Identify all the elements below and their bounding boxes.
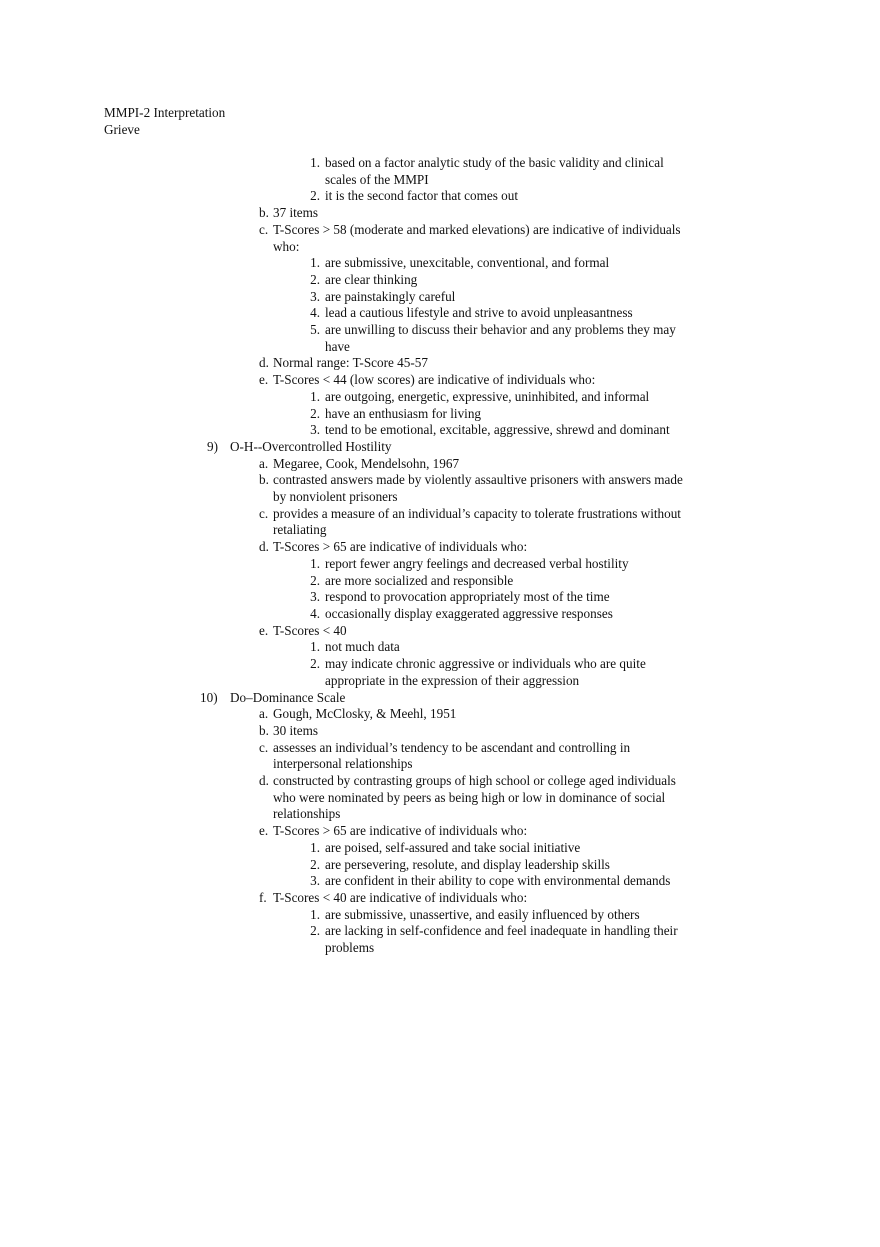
outline-item-marker: 2.	[310, 271, 320, 287]
outline-item	[0, 422, 880, 439]
outline-item-marker: 1.	[310, 155, 320, 170]
outline-item-marker: d.	[259, 773, 269, 789]
outline-item-text: are submissive, unassertive, and easily influenced by others	[325, 906, 640, 922]
outline-item	[0, 355, 880, 372]
outline-item	[0, 873, 880, 890]
outline-item-marker: c.	[259, 505, 269, 521]
outline-item	[0, 472, 880, 505]
outline-item	[0, 406, 880, 423]
outline-item	[0, 539, 880, 556]
outline-item-marker: c.	[259, 221, 269, 237]
outline-item	[0, 506, 880, 539]
outline-item-text: T-Scores < 40 are indicative of individuals who:	[273, 889, 528, 905]
outline-item	[0, 606, 880, 623]
outline-body	[0, 155, 880, 957]
outline-item-marker: 2.	[310, 656, 320, 672]
outline-item-marker: d.	[259, 539, 269, 555]
outline-item-text: are clear thinking	[325, 271, 418, 287]
outline-item-text: are confident in their ability to cope with environmental demands	[325, 873, 671, 889]
outline-item-marker: 3.	[310, 589, 320, 605]
outline-item-text: occasionally display exaggerated aggressive responses	[325, 605, 613, 621]
outline-item-text: 37 items	[273, 205, 319, 221]
outline-item	[0, 823, 880, 840]
outline-item-marker: a.	[259, 706, 269, 722]
outline-item-text: respond to provocation appropriately most of the time	[325, 589, 610, 605]
outline-item-text: contrasted answers made by violently assaultive prisoners with answers made by nonviolent prisoners	[273, 472, 683, 505]
outline-item	[0, 740, 880, 773]
outline-item-text: not much data	[325, 639, 400, 655]
outline-item-marker: 5.	[310, 322, 320, 338]
outline-item-marker: 9)	[207, 438, 218, 454]
outline-item-text: are lacking in self-confidence and feel inadequate in handling their problems	[325, 923, 678, 956]
outline-item	[0, 639, 880, 656]
document-author: Grieve	[104, 121, 140, 137]
outline-item	[0, 573, 880, 590]
outline-item-marker: 1.	[310, 639, 320, 655]
outline-item-text: 30 items	[273, 722, 319, 738]
outline-item-text: based on a factor analytic study of the basic validity and clinical scales of the MMPI	[325, 155, 664, 187]
outline-item-text: are poised, self-assured and take social initiative	[325, 839, 581, 855]
outline-item	[0, 205, 880, 222]
outline-item-marker: c.	[259, 739, 269, 755]
outline-item-marker: 1.	[310, 906, 320, 922]
outline-item-text: are outgoing, energetic, expressive, uninhibited, and informal	[325, 388, 650, 404]
outline-item-text: constructed by contrasting groups of high school or college aged individuals who were nominated by peers as being high or low in dominance of social relationships	[273, 773, 676, 822]
outline-item	[0, 690, 880, 707]
outline-item-marker: 2.	[310, 405, 320, 421]
outline-item	[0, 289, 880, 306]
outline-item-marker: 4.	[310, 605, 320, 621]
outline-item-text: are painstakingly careful	[325, 288, 456, 304]
outline-item	[0, 723, 880, 740]
outline-item	[0, 155, 880, 188]
outline-item-text: T-Scores > 58 (moderate and marked elevations) are indicative of individuals who:	[273, 221, 681, 254]
outline-item-marker: 1.	[310, 555, 320, 571]
outline-item	[0, 923, 880, 956]
outline-item-text: Megaree, Cook, Mendelsohn, 1967	[273, 455, 460, 471]
outline-item-marker: 4.	[310, 305, 320, 321]
outline-item-marker: 2.	[310, 188, 320, 204]
outline-item-marker: 10)	[200, 689, 218, 705]
outline-item-marker: 2.	[310, 923, 320, 939]
outline-item	[0, 272, 880, 289]
outline-item	[0, 372, 880, 389]
outline-item-marker: 1.	[310, 388, 320, 404]
outline-item-text: T-Scores < 40	[273, 622, 347, 638]
outline-item-text: O-H--Overcontrolled Hostility	[230, 438, 392, 454]
page-header	[104, 105, 225, 138]
outline-item-marker: e.	[259, 823, 269, 839]
outline-item	[0, 389, 880, 406]
outline-item-text: T-Scores > 65 are indicative of individuals who:	[273, 823, 528, 839]
outline-item-marker: f.	[259, 889, 267, 905]
outline-item	[0, 255, 880, 272]
outline-item	[0, 439, 880, 456]
outline-item-marker: 3.	[310, 873, 320, 889]
outline-item	[0, 773, 880, 823]
outline-item-text: are unwilling to discuss their behavior and any problems they may have	[325, 322, 676, 354]
outline-item-marker: 3.	[310, 422, 320, 438]
outline-item	[0, 623, 880, 640]
outline-item	[0, 907, 880, 924]
outline-item	[0, 556, 880, 573]
outline-item	[0, 222, 880, 255]
outline-item	[0, 456, 880, 473]
outline-item-marker: e.	[259, 372, 269, 388]
outline-item-text: have an enthusiasm for living	[325, 405, 482, 421]
outline-item-text: it is the second factor that comes out	[325, 188, 518, 204]
outline-item	[0, 589, 880, 606]
outline-item-marker: b.	[259, 472, 269, 488]
outline-item-marker: e.	[259, 622, 269, 638]
outline-item-marker: 1.	[310, 255, 320, 271]
outline-item-text: T-Scores < 44 (low scores) are indicative of individuals who:	[273, 372, 596, 388]
outline-item	[0, 706, 880, 723]
outline-item-marker: d.	[259, 355, 269, 371]
outline-item-text: tend to be emotional, excitable, aggressive, shrewd and dominant	[325, 422, 670, 438]
outline-item	[0, 857, 880, 874]
outline-item	[0, 305, 880, 322]
outline-item-marker: 2.	[310, 572, 320, 588]
outline-item	[0, 322, 880, 355]
document-title: MMPI-2 Interpretation	[104, 105, 226, 120]
outline-item-text: Do–Dominance Scale	[230, 689, 346, 705]
outline-item-text: are persevering, resolute, and display leadership skills	[325, 856, 610, 872]
outline-item	[0, 656, 880, 689]
outline-item-marker: 1.	[310, 839, 320, 855]
outline-item-marker: 3.	[310, 288, 320, 304]
outline-item	[0, 890, 880, 907]
outline-item	[0, 840, 880, 857]
outline-item-text: may indicate chronic aggressive or individuals who are quite appropriate in the expression of their aggression	[325, 656, 646, 688]
outline-item-text: provides a measure of an individual’s capacity to tolerate frustrations without retaliating	[273, 505, 681, 538]
outline-item-text: are submissive, unexcitable, conventional, and formal	[325, 255, 610, 271]
outline-item-marker: 2.	[310, 856, 320, 872]
outline-item-marker: a.	[259, 455, 269, 471]
outline-item-marker: b.	[259, 722, 269, 738]
outline-item-text: T-Scores > 65 are indicative of individuals who:	[273, 539, 528, 555]
outline-item-text: are more socialized and responsible	[325, 572, 514, 588]
outline-item-text: lead a cautious lifestyle and strive to avoid unpleasantness	[325, 305, 633, 321]
outline-item-text: Normal range: T-Score 45-57	[273, 355, 428, 371]
outline-item-text: assesses an individual’s tendency to be ascendant and controlling in interpersonal relationships	[273, 739, 631, 772]
outline-item-text: Gough, McClosky, & Meehl, 1951	[273, 706, 457, 722]
outline-item-marker: b.	[259, 205, 269, 221]
outline-item-text: report fewer angry feelings and decreased verbal hostility	[325, 555, 629, 571]
outline-item	[0, 188, 880, 205]
